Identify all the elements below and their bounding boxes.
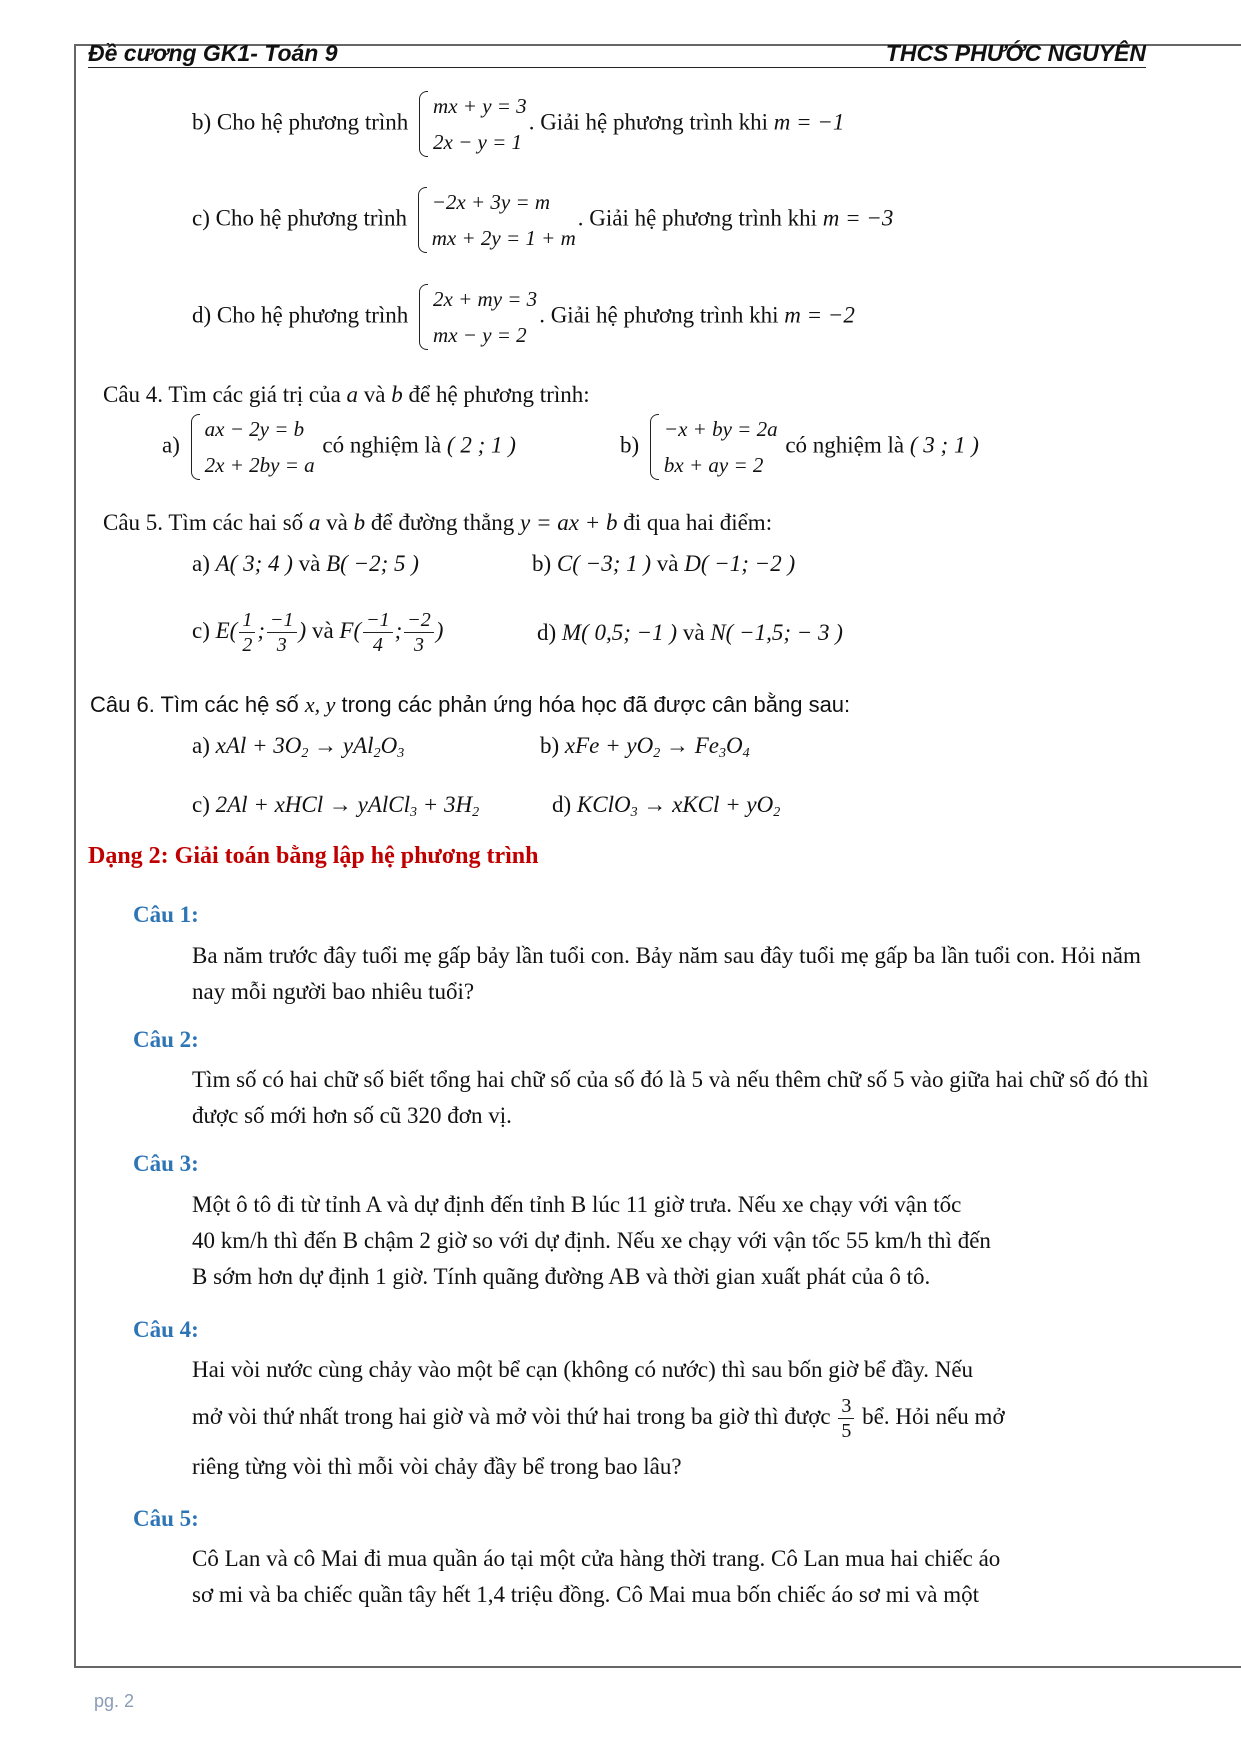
- system-1b: mx + y = 3 2x − y = 1: [417, 88, 527, 160]
- system-1d: 2x + my = 3 mx − y = 2: [417, 281, 537, 353]
- cau4-part-b: b) −x + by = 2a bx + ay = 2 có nghiệm là ( 3 ; 1 ): [620, 411, 979, 483]
- question-5-heading: Câu 5:: [133, 1506, 199, 1531]
- condition-1b: m = −1: [773, 109, 845, 135]
- exercise-1b-lead: b) Cho hệ phương trình: [192, 109, 409, 135]
- question-3-heading: Câu 3:: [133, 1151, 199, 1176]
- question-4-heading: Câu 4:: [133, 1317, 199, 1342]
- question-1-heading: Câu 1:: [133, 902, 199, 927]
- cau5-part-a: a) A( 3; 4 ) và B( −2; 5 ): [192, 551, 419, 576]
- header-rule: [88, 67, 1146, 68]
- question-3-text: Một ô tô đi từ tỉnh A và dự định đến tỉnh B lúc 11 giờ trưa. Nếu xe chạy với vận tốc 40 km/h thì đến B chậm 2 giờ so với dự định. Nếu xe chạy với vận tốc 55 km/h thì đến B sớm hơn dự định 1 giờ. Tính quãng đường AB và thời gian xuất phát của ô tô.: [192, 1192, 991, 1289]
- cau6-question: Câu 6. Tìm các hệ số x, y trong các phản ứng hóa học đã được cân bằng sau:: [90, 692, 851, 717]
- header-right: THCS PHƯỚC NGUYÊN: [885, 40, 1146, 66]
- question-5-text: Cô Lan và cô Mai đi mua quần áo tại một cửa hàng thời trang. Cô Lan mua hai chiếc áo sơ mi và ba chiếc quần tây hết 1,4 triệu đồng. Cô Mai mua bốn chiếc áo sơ mi và một: [192, 1546, 1001, 1607]
- reaction-a: a) xAl + $3O_2 \to yAl_2O_3$: [192, 733, 405, 761]
- question-2-heading: Câu 2:: [133, 1027, 199, 1052]
- reaction-c: c) 2Al + xHCl → yAlCl$_3$ + $3H_2$: [192, 792, 480, 820]
- cau5-part-d: d) M( 0,5; −1 ) và N( −1,5; − 3 ): [537, 620, 843, 645]
- question-2-text: Tìm số có hai chữ số biết tổng hai chữ số của số đó là 5 và nếu thêm chữ số 5 vào giữa hai chữ số đó thì được số mới hơn số cũ 320 đơn vị.: [192, 1067, 1149, 1128]
- system-1c: −2x + 3y = m mx + 2y = 1 + m: [416, 184, 576, 256]
- exercise-1b: b) Cho hệ phương trình mx + y = 3 2x − y = 1 . Giải hệ phương trình khi m = −1: [192, 88, 844, 160]
- header-left: Đề cương GK1- Toán 9: [88, 40, 338, 66]
- page-number: pg. 2: [94, 1691, 135, 1711]
- question-1-text: Ba năm trước đây tuổi mẹ gấp bảy lần tuổi con. Bảy năm sau đây tuổi mẹ gấp ba lần tuổi con. Hỏi năm nay mỗi người bao nhiêu tuổi?: [192, 943, 1141, 1004]
- question-4-text: Hai vòi nước cùng chảy vào một bể cạn (không có nước) thì sau bốn giờ bể đầy. Nếu mở vòi thứ nhất trong hai giờ và mở vòi thứ hai trong ba giờ thì được $\frac{3}{5}$ bể. Hỏi nếu mở riêng từng vòi thì mỗi vòi chảy đầy bể trong bao lâu?: [192, 1357, 1005, 1479]
- cau4-question: Câu 4. Tìm các giá trị của a và b để hệ phương trình:: [103, 382, 590, 407]
- section-title: Dạng 2: Giải toán bằng lập hệ phương trình: [88, 843, 539, 869]
- cau4-part-a: a) ax − 2y = b 2x + 2by = a có nghiệm là ( 2 ; 1 ): [162, 411, 516, 483]
- reaction-b: b) xFe + $yO_2 \to Fe_3O_4$: [540, 733, 750, 761]
- cau5-part-b: b) C( −3; 1 ) và D( −1; −2 ): [532, 551, 796, 576]
- cau5-question: Câu 5. Tìm các hai số a và b để đường thẳng y = ax + b đi qua hai điểm:: [103, 510, 773, 535]
- exercise-1c: c) Cho hệ phương trình −2x + 3y = m mx + 2y = 1 + m . Giải hệ phương trình khi m = −3: [192, 184, 893, 256]
- reaction-d: d) KClO$_3$ → xKCl + $yO_2$: [552, 792, 781, 820]
- exercise-1d: d) Cho hệ phương trình 2x + my = 3 mx − y = 2 . Giải hệ phương trình khi m = −2: [192, 281, 855, 353]
- cau5-part-c: c) E( $\frac{1}{2}$ ; $\frac{-1}{3}$ ) và F( $\frac{-1}{4}$ ; $\frac{-2}{3}$ ): [192, 609, 444, 656]
